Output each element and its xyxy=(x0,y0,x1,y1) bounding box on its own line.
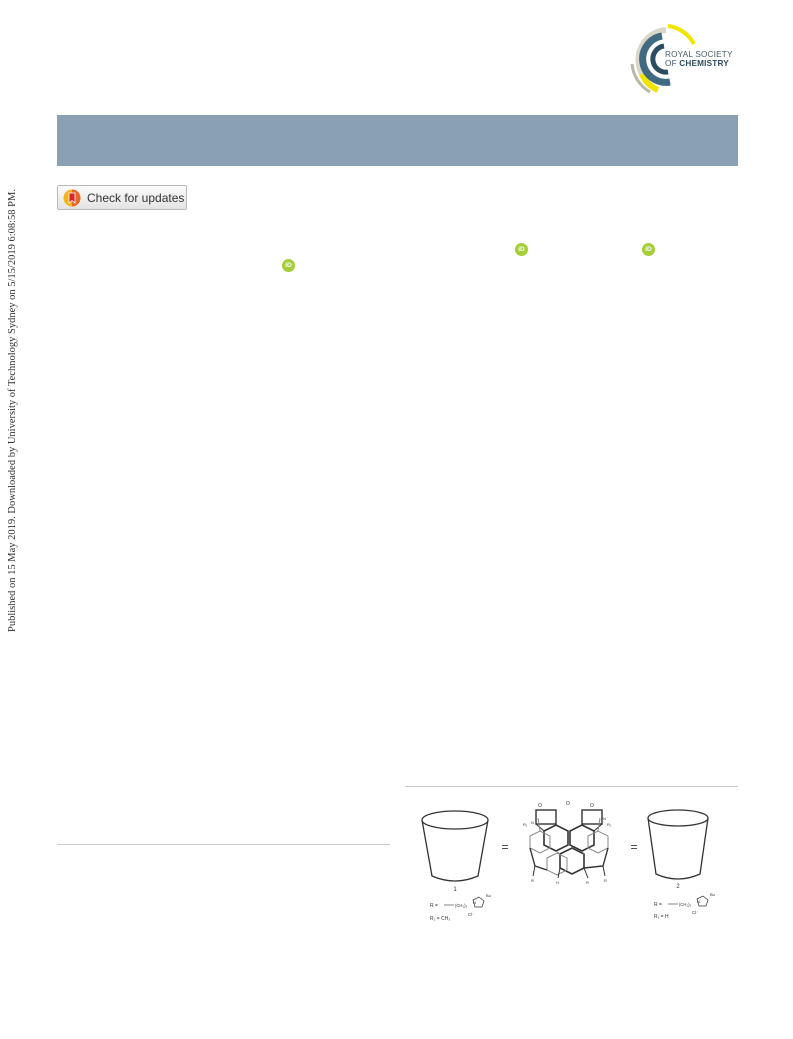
cage-oxygen-1: O xyxy=(538,803,542,809)
column-footnote-rule xyxy=(57,844,390,845)
compound-1-number: 1 xyxy=(453,887,457,893)
compound-2-anion: Cl⁻ xyxy=(692,910,699,915)
equals-sign-2: = xyxy=(630,840,638,854)
cavitand-cup-1 xyxy=(422,811,488,881)
orcid-icon[interactable]: iD xyxy=(282,259,295,272)
cage-r-2: R xyxy=(586,880,589,885)
cage-nitrogen-right: N xyxy=(603,816,606,821)
article-header-banner xyxy=(57,115,738,166)
compound-2-r-label: R = xyxy=(654,902,662,908)
cage-r-1: R xyxy=(531,878,534,883)
cavitand-scheme xyxy=(410,796,740,932)
compound-2-number: 2 xyxy=(676,884,680,890)
compound-1-chain: (CH₂)₃ xyxy=(455,903,468,908)
cavitand-cup-2 xyxy=(648,810,708,879)
compound-2-r1-label: R₁ = H xyxy=(654,914,669,920)
cage-r-3: R xyxy=(604,878,607,883)
bookmark-icon xyxy=(63,189,81,207)
check-for-updates-button[interactable] xyxy=(57,185,187,210)
cage-nitrogen-left: N xyxy=(531,820,534,825)
logo-wordmark xyxy=(665,50,733,68)
cage-r1-right: R₁ xyxy=(607,822,612,827)
download-note: Published on 15 May 2019. Downloaded by University of Technology Sydney on 5/15/2019 6:08:58 PM. xyxy=(7,189,18,632)
check-for-updates-label: Check for updates xyxy=(87,190,185,205)
cage-r1-left: R₁ xyxy=(523,822,528,827)
orcid-icon[interactable]: iD xyxy=(515,243,528,256)
logo-line-2: OF CHEMISTRY xyxy=(665,59,729,68)
compound-2-substituent: Bu xyxy=(710,892,715,897)
scheme-top-rule xyxy=(405,786,738,787)
compound-1-cation: N xyxy=(473,900,476,905)
compound-1-substituent: Bu xyxy=(486,893,491,898)
cavitand-structure xyxy=(530,810,608,878)
compound-1-anion: Cl⁻ xyxy=(468,912,475,917)
orcid-icon[interactable]: iD xyxy=(642,243,655,256)
cage-h-1: H xyxy=(556,880,559,885)
compound-2-chain: (CH₂)₃ xyxy=(679,902,692,907)
equals-sign-1: = xyxy=(501,840,509,854)
cage-oxygen-2: O xyxy=(566,801,570,807)
cage-oxygen-3: O xyxy=(590,803,594,809)
logo-line-1: ROYAL SOCIETY xyxy=(665,50,733,59)
compound-2-cation: N xyxy=(697,899,700,904)
compound-1-r-label: R = xyxy=(430,903,438,909)
compound-1-r1-label: R₁ = CH₃ xyxy=(430,916,451,922)
